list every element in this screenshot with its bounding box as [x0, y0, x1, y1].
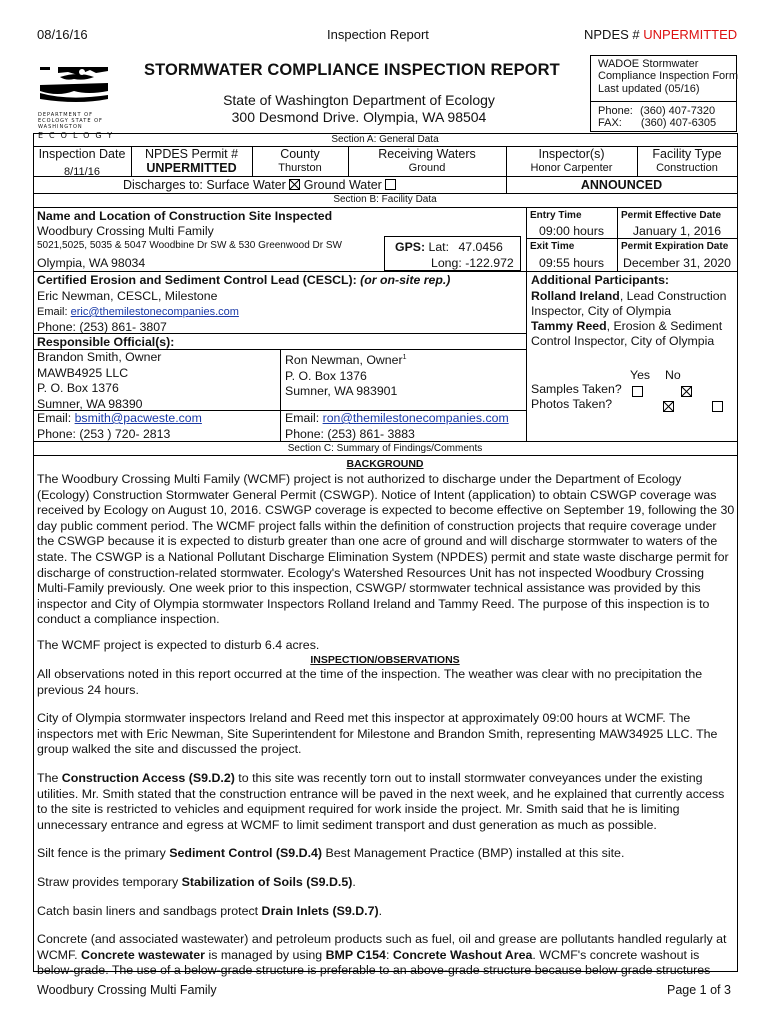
form-info-line2: Compliance Inspection Form: [598, 70, 739, 83]
background-heading: BACKGROUND: [346, 458, 424, 470]
official-1: Brandon Smith, Owner MAWB4925 LLC P. O. Box 1376 Sumner, WA 98390: [37, 350, 162, 411]
section-b-title: Section B: Facility Data: [333, 194, 437, 205]
surface-water-checkbox[interactable]: [289, 179, 300, 190]
obs-3: The Construction Access (S9.D.2) to this site was recently torn out to install stormwater conveyances under the existing utilities. Mr. Smith stated that the construction entrance will be paved in the next week, and he explained that currently access to the site is restricted to vehicles and equipment required for work inside the project. Mr. Smith said that he is limiting unnecessary entrance and egress at WCMF to limit sediment transport and dust generation as much as possible.: [37, 770, 725, 832]
gps-lat: GPS: Lat: 47.0456: [395, 240, 503, 254]
county-value: Thurston: [278, 162, 322, 174]
entry-time-label: Entry Time: [530, 210, 582, 221]
ground-water-label: Ground Water: [303, 178, 382, 192]
entry-time: 09:00 hours: [539, 224, 604, 238]
obs-5: Straw provides temporary Stabilization of Soils (S9.D.5).: [37, 874, 356, 889]
inspector-label: Inspector(s): [538, 147, 605, 161]
samples-yes-checkbox[interactable]: [632, 386, 643, 397]
inspection-date-label: Inspection Date: [38, 147, 126, 161]
ecology-logo: [38, 61, 119, 140]
inspector-value: Honor Carpenter: [530, 162, 613, 174]
observations-section: [37, 667, 737, 979]
obs-1: All observations noted in this report occurred at the time of the inspection. The weather was clear with no precipitation the previous 24 hours.: [37, 667, 703, 697]
logo-tagline: DEPARTMENT OF ECOLOGY STATE OF WASHINGTON: [38, 112, 103, 130]
photos-label: Photos Taken?: [531, 397, 613, 411]
permit-label: NPDES Permit #: [144, 147, 239, 161]
form-contact: [598, 105, 716, 130]
npdes-status: UNPERMITTED: [643, 27, 738, 42]
fax-label: FAX:: [598, 117, 622, 130]
responsible-heading: Responsible Official(s):: [37, 335, 175, 349]
footer-left: Woodbury Crossing Multi Family: [37, 983, 217, 997]
official-1-contact: Email: bsmith@pacweste.com Phone: (253 ) 720- 2813: [37, 411, 202, 441]
gps-long: Long: -122.972: [431, 256, 514, 270]
permit-value: UNPERMITTED: [146, 161, 237, 175]
cescl-email-link[interactable]: eric@themilestonecompanies.com: [70, 306, 239, 318]
cescl-heading: Certified Erosion and Sediment Control Lead (CESCL): (or on-site rep.): [37, 273, 451, 287]
no-label: No: [665, 368, 681, 382]
official-2-email-link[interactable]: ron@themilestonecompanies.com: [322, 411, 509, 425]
form-info-line1: WADOE Stormwater: [598, 58, 699, 70]
permit-expiration-label: Permit Expiration Date: [621, 241, 729, 252]
inspection-date: 8/11/16: [64, 166, 100, 178]
surface-water-label: Surface Water: [206, 178, 286, 192]
report-agency: State of Washington Department of Ecology: [223, 92, 495, 108]
background-section: [37, 472, 737, 654]
discharges-label: Discharges to:: [123, 178, 203, 192]
acres-text: The WCMF project is expected to disturb 6.4 acres.: [37, 637, 320, 652]
header-npdes: [584, 27, 737, 42]
receiving-label: Receiving Waters: [378, 147, 476, 161]
samples-label: Samples Taken?: [531, 382, 622, 396]
county-label: County: [280, 147, 320, 161]
official-1-email-link[interactable]: bsmith@pacweste.com: [74, 411, 202, 425]
obs-7: Concrete (and associated wastewater) and petroleum products such as fuel, oil and grease are pollutants handled regularly at WCMF. Concrete wastewater is managed by using BMP C154: Concrete Washout Area. WCMF's concrete washout is below-grade. The use of a below-grade structure is preferable to an above-grade structure because below grade structures: [37, 932, 727, 978]
receiving-value: Ground: [408, 162, 446, 174]
photos-yes-checkbox[interactable]: [663, 401, 674, 412]
permit-effective-label: Permit Effective Date: [621, 210, 722, 221]
report-title: STORMWATER COMPLIANCE INSPECTION REPORT: [144, 61, 560, 79]
cescl-phone: Phone: (253) 861- 3807: [37, 320, 167, 334]
obs-4: Silt fence is the primary Sediment Control (S9.D.4) Best Management Practice (BMP) installed at this site.: [37, 846, 625, 861]
phone-value: (360) 407-7320: [639, 105, 716, 117]
participant-2: Tammy Reed, Erosion & Sediment Control Inspector, City of Olympia: [531, 319, 723, 348]
site-address: 5021,5025, 5035 & 5047 Woodbine Dr SW & 530 Greenwood Dr SW: [37, 240, 342, 251]
form-info: [598, 58, 738, 95]
photos-no-checkbox[interactable]: [712, 401, 723, 412]
report-address: 300 Desmond Drive. Olympia, WA 98504: [231, 109, 487, 125]
observations-heading: INSPECTION/OBSERVATIONS: [310, 654, 460, 666]
announced-label: ANNOUNCED: [580, 178, 663, 192]
exit-time-label: Exit Time: [530, 241, 575, 252]
cescl-name: Eric Newman, CESCL, Milestone: [37, 289, 218, 303]
section-a-title: Section A: General Data: [331, 134, 439, 145]
participant-1: Rolland Ireland, Lead Construction Inspector, City of Olympia: [531, 289, 727, 318]
facility-label: Facility Type: [652, 147, 722, 161]
yes-label: Yes: [630, 368, 651, 382]
site-name: Woodbury Crossing Multi Family: [37, 224, 214, 238]
discharges-row: [123, 178, 396, 192]
ground-water-checkbox[interactable]: [385, 179, 396, 190]
phone-label: Phone:: [598, 105, 633, 117]
site-heading: Name and Location of Construction Site Inspected: [37, 209, 333, 223]
logo-name: ECOLOGY: [38, 131, 119, 140]
npdes-prefix: NPDES #: [584, 27, 640, 42]
obs-6: Catch basin liners and sandbags protect Drain Inlets (S9.D.7).: [37, 903, 383, 918]
header-title: Inspection Report: [327, 27, 429, 42]
fax-value: (360) 407-6305: [640, 117, 717, 130]
official-2-contact: Email: ron@themilestonecompanies.com Phone: (253) 861- 3883: [285, 411, 509, 441]
site-city: Olympia, WA 98034: [37, 256, 146, 270]
facility-value: Construction: [656, 162, 718, 174]
permit-effective: January 1, 2016: [632, 224, 722, 238]
permit-expiration: December 31, 2020: [622, 256, 731, 270]
header-date: 08/16/16: [37, 27, 88, 42]
background-text: The Woodbury Crossing Multi Family (WCMF) project is not authorized to discharge under the Department of Ecology (Ecology) Construction Stormwater General Permit (CSWGP). Notice of Intent (application) to obtain CSWGP coverage was received by Ecology on August 10, 2016. CSWGP coverage is expected to become effective on September 19, following the 30 day public comment period. The WCMF project falls within the definition of construction projects that require coverage under the CSWGP because it is expected to disturb greater than one acre of ground and will discharge stormwater to waters of the state. The CSWGP is a National Pollutant Discharge Elimination System (NPDES) permit and state waste discharge permit for discharge of construction-related stormwater. Ecology's Watershed Resources Unit has not inspected Woodbury Crossing Multi-Family previously. One week prior to this inspection, CSWGP/ stormwater technical assistance was provided by this inspector and City of Olympia stormwater Inspectors Rolland Ireland and Tammy Reed. The purpose of this inspection is to conduct a compliance inspection.: [37, 472, 735, 627]
official-2: Ron Newman, Owner$^1$ P. O. Box 1376 Sumner, WA 983901: [285, 353, 407, 399]
additional-heading: Additional Participants:: [531, 273, 670, 287]
form-info-line3: Last updated (05/16): [598, 82, 700, 95]
section-c-title: Section C: Summary of Findings/Comments: [287, 443, 483, 454]
obs-2: City of Olympia stormwater inspectors Ireland and Reed met this inspector at approximately 09:00 hours at WCMF. The inspectors met with Eric Newman, Site Superintendent for Milestone and Brandon Smith, representing MAW34925 LLC. The group walked the site and discussed the project.: [37, 711, 718, 757]
ecology-logo-mark: [38, 61, 110, 107]
samples-no-checkbox[interactable]: [681, 386, 692, 397]
exit-time: 09:55 hours: [539, 256, 604, 270]
footer-page: Page 1 of 3: [667, 983, 731, 997]
cescl-email-row: Email: eric@themilestonecompanies.com: [37, 306, 239, 318]
